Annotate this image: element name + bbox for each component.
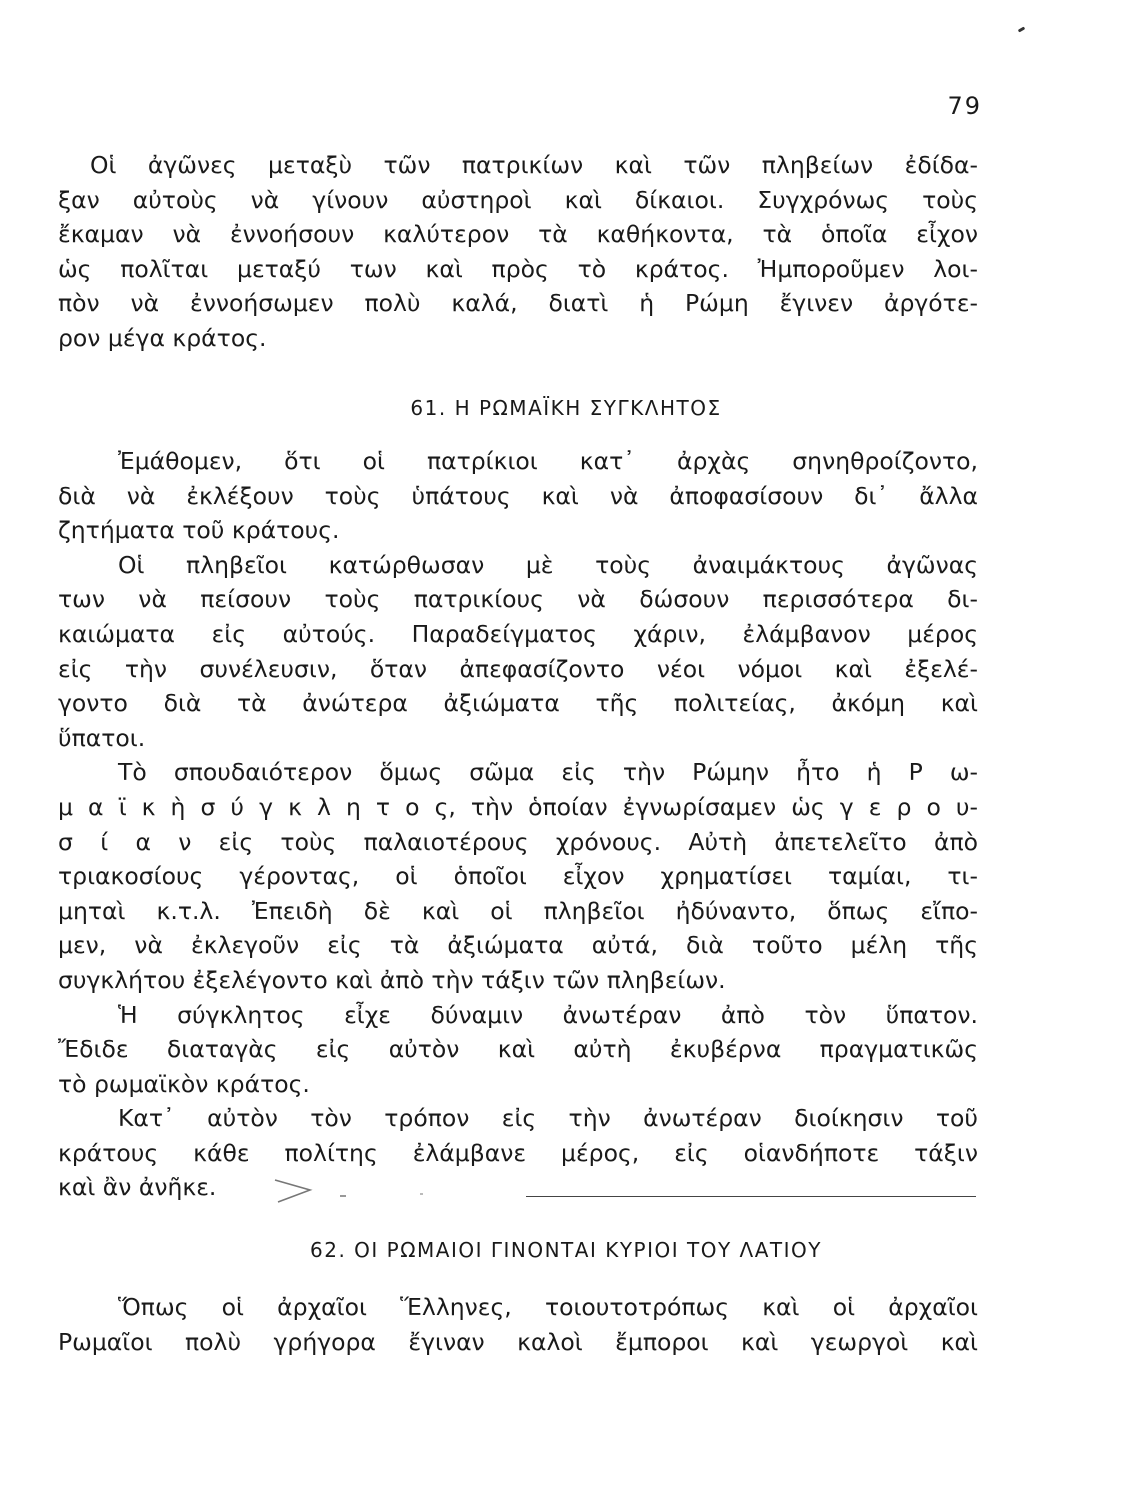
text-line: μηταὶ κ.τ.λ. Ἐπειδὴ δὲ καὶ οἱ πληβεῖοι ἠδύναντο, ὅπως εἴπο- <box>58 896 978 925</box>
text-line: καιώματα εἰς αὐτούς. Παραδείγματος χάριν, ἐλάμβανον μέρος <box>58 619 978 648</box>
intro-paragraph <box>58 148 978 356</box>
text-line: Οἱ ἀγῶνες μεταξὺ τῶν πατρικίων καὶ τῶν πληβείων ἐδίδα- <box>90 151 978 179</box>
text-line: ἔκαμαν νὰ ἐννοήσουν καλύτερον τὰ καθήκοντα, τὰ ὁποῖα εἶχον <box>58 220 978 249</box>
ink-mark <box>1018 26 1026 32</box>
text-line: ζητήματα τοῦ κράτους. <box>58 516 340 545</box>
text-line: ρον μέγα κράτος. <box>58 323 267 352</box>
section-62-title: 62. ΟΙ ΡΩΜΑΙΟΙ ΓΙΝΟΝΤΑΙ ΚΥΡΙΟΙ ΤΟΥ ΛΑΤΙΟΥ <box>310 1238 822 1262</box>
text-line: γοντο διὰ τὰ ἀνώτερα ἀξιώματα τῆς πολιτείας, ἀκόμη καὶ <box>58 689 978 718</box>
text-line: σ ί α ν εἰς τοὺς παλαιοτέρους χρόνους. Αὐτὴ ἀπετελεῖτο ἀπὸ <box>58 827 978 856</box>
text-line: Ἐμάθομεν, ὅτι οἱ πατρίκιοι κατ᾽ ἀρχὰς σηνηθροίζοντο, <box>118 447 978 475</box>
text-line: τριακοσίους γέροντας, οἱ ὁποῖοι εἶχον χρηματίσει ταμίαι, τι- <box>58 862 978 891</box>
section-61-title: 61. Η ΡΩΜΑΪΚΗ ΣΥΓΚΛΗΤΟΣ <box>410 396 722 420</box>
text-line: Ἔδιδε διαταγὰς εἰς αὐτὸν καὶ αὐτὴ ἐκυβέρνα πραγματικῶς <box>58 1035 978 1064</box>
text-line: Τὸ σπουδαιότερον ὅμως σῶμα εἰς τὴν Ρώμην ἦτο ἡ Ρ ω- <box>118 758 978 787</box>
text-line: ξαν αὐτοὺς νὰ γίνουν αὐστηροὶ καὶ δίκαιοι. Συγχρόνως τοὺς <box>58 185 978 214</box>
text-line: Ἡ σύγκλητος εἶχε δύναμιν ἀνωτέραν ἀπὸ τὸν ὕπατον. <box>118 1000 978 1029</box>
text-line: μεν, νὰ ἐκλεγοῦν εἰς τὰ ἀξιώματα αὐτά, διὰ τοῦτο μέλη τῆς <box>58 931 978 960</box>
text-line: ὡς πολῖται μεταξύ των καὶ πρὸς τὸ κράτος. Ἠμποροῦμεν λοι- <box>58 254 978 283</box>
text-line: Κατ᾽ αὐτὸν τὸν τρόπον εἰς τὴν ἀνωτέραν διοίκησιν τοῦ <box>118 1104 978 1133</box>
text-line: Ὅπως οἱ ἀρχαῖοι Ἕλληνες, τοιουτοτρόπως καὶ οἱ ἀρχαῖοι <box>118 1293 978 1321</box>
separator-rule <box>526 1196 976 1197</box>
text-line: καὶ ἂν ἀνῆκε. <box>58 1173 217 1202</box>
text-line: μ α ϊ κ ὴ σ ύ γ κ λ η τ ο ς, τὴν ὁποίαν ἐγνωρίσαμεν ὡς γ ε ρ ο υ- <box>58 792 978 821</box>
text-line: Οἱ πληβεῖοι κατώρθωσαν μὲ τοὺς ἀναιμάκτους ἀγῶνας <box>118 550 978 579</box>
text-line: τὸ ρωμαϊκὸν κράτος. <box>58 1069 310 1098</box>
text-line: κράτους κάθε πολίτης ἐλάμβανε μέρος, εἰς οἱανδήποτε τάξιν <box>58 1138 978 1167</box>
page-number: 79 <box>947 92 982 120</box>
text-line: πὸν νὰ ἐννοήσωμεν πολὺ καλά, διατὶ ἡ Ρώμη ἔγινεν ἀργότε- <box>58 289 978 318</box>
section-62-body <box>58 1290 978 1359</box>
section-61-body <box>58 444 978 1205</box>
text-line: Ρωμαῖοι πολὺ γρήγορα ἔγιναν καλοὶ ἔμποροι καὶ γεωργοὶ καὶ <box>58 1327 978 1356</box>
pencil-arrow-mark <box>270 1168 430 1208</box>
text-line: εἰς τὴν συνέλευσιν, ὅταν ἀπεφασίζοντο νέοι νόμοι καὶ ἐξελέ- <box>58 654 978 683</box>
text-line: συγκλήτου ἐξελέγοντο καὶ ἀπὸ τὴν τάξιν τῶν πληβείων. <box>58 965 726 994</box>
text-line: διὰ νὰ ἐκλέξουν τοὺς ὑπάτους καὶ νὰ ἀποφασίσουν δι᾽ ἄλλα <box>58 481 978 510</box>
text-line: ὕπατοι. <box>58 723 146 752</box>
text-line: των νὰ πείσουν τοὺς πατρικίους νὰ δώσουν περισσότερα δι- <box>58 585 978 614</box>
